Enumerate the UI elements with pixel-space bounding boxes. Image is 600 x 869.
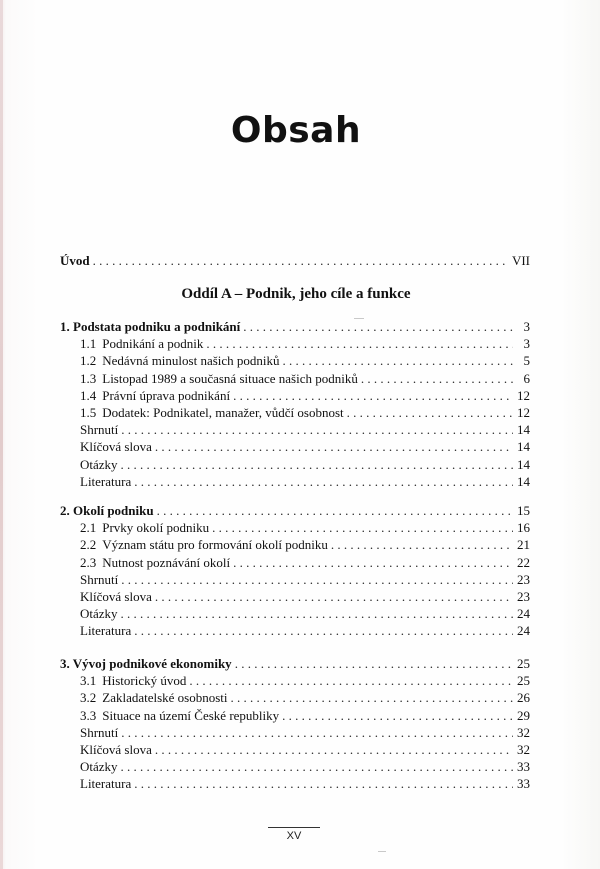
toc-item-label	[80, 588, 152, 605]
toc-item-label	[80, 473, 131, 490]
toc-item-page: 33	[517, 759, 530, 774]
dot-leader	[121, 605, 513, 622]
dot-leader	[206, 335, 513, 352]
toc-item-label	[80, 707, 279, 724]
toc-item-title: Význam státu pro formování okolí podniku	[102, 537, 328, 552]
toc-item-page: 21	[517, 537, 530, 552]
toc-item-number: 2.3	[80, 555, 97, 570]
toc-item-label	[80, 758, 118, 775]
scan-speck	[378, 851, 386, 852]
dot-leader	[134, 775, 513, 792]
dot-leader	[189, 672, 513, 689]
dot-leader	[121, 421, 513, 438]
toc-item-row	[80, 335, 530, 352]
toc-item-title: Klíčová slova	[80, 589, 152, 604]
dot-leader	[212, 519, 513, 536]
toc-item-label	[80, 352, 280, 369]
toc-item-page: 23	[517, 572, 530, 587]
toc-item-label	[80, 370, 358, 387]
toc-item-label	[80, 456, 118, 473]
toc-chapter-number: 3.	[60, 656, 70, 671]
toc-item-label	[80, 605, 118, 622]
toc-chapter-title: Okolí podniku	[73, 503, 154, 518]
toc-item-row	[80, 519, 530, 536]
toc-item-label	[80, 775, 131, 792]
toc-item-page: 23	[517, 589, 530, 604]
toc-item-number: 1.4	[80, 388, 97, 403]
toc-item-page: 14	[517, 422, 530, 437]
toc-row-intro	[60, 252, 530, 269]
dot-leader	[233, 387, 513, 404]
toc-item-title: Situace na území České republiky	[102, 708, 280, 723]
toc-item-title: Shrnutí	[80, 725, 119, 740]
toc-chapter-title: Vývoj podnikové ekonomiky	[72, 656, 232, 671]
toc-intro-page: VII	[511, 253, 530, 268]
footer-rule	[268, 827, 320, 828]
dot-leader	[231, 689, 513, 706]
toc-item-label	[80, 689, 228, 706]
toc-chapter-page: 3	[523, 319, 530, 334]
toc-item-number: 1.2	[80, 353, 97, 368]
dot-leader	[233, 554, 513, 571]
toc-item-number: 1.3	[80, 371, 97, 386]
toc-item-row	[80, 775, 530, 792]
toc-item-row	[80, 689, 530, 706]
toc-item-title: Literatura	[80, 474, 132, 489]
dot-leader	[121, 456, 513, 473]
toc-item-row	[80, 571, 530, 588]
toc-item-page: 24	[517, 606, 530, 621]
toc-item-title: Dodatek: Podnikatel, manažer, vůdčí osobnost	[102, 405, 344, 420]
toc-item-row	[80, 404, 530, 421]
dot-leader	[155, 588, 513, 605]
dot-leader	[243, 318, 513, 335]
toc-chapter-number: 2.	[60, 503, 70, 518]
toc-item-number: 1.1	[80, 336, 97, 351]
toc-item-title: Podnikání a podnik	[102, 336, 204, 351]
toc-item-page: 14	[517, 457, 530, 472]
toc-item-number: 2.1	[80, 520, 97, 535]
toc-item-number: 3.3	[80, 708, 97, 723]
toc-item-label	[80, 421, 118, 438]
toc-item-row	[80, 352, 530, 369]
toc-item-title: Prvky okolí podniku	[102, 520, 210, 535]
dot-leader	[331, 536, 513, 553]
toc-chapter-page: 15	[517, 503, 530, 518]
toc-item-title: Otázky	[80, 457, 118, 472]
toc-item-title: Nutnost poznávání okolí	[102, 555, 231, 570]
toc-item-page: 12	[517, 405, 530, 420]
toc-item-row	[80, 421, 530, 438]
dot-leader	[283, 352, 513, 369]
toc-chapter-number: 1.	[60, 319, 70, 334]
toc-item-row	[80, 741, 530, 758]
toc-item-number: 2.2	[80, 537, 97, 552]
toc-item-title: Literatura	[80, 776, 132, 791]
toc-item-label	[80, 536, 328, 553]
toc-item-page: 6	[523, 371, 530, 386]
toc-chapter-label	[60, 655, 232, 672]
toc-item-row	[80, 438, 530, 455]
toc-item-title: Listopad 1989 a současná situace našich podniků	[102, 371, 358, 386]
footer-page-number: XV	[286, 830, 302, 842]
toc-item-number: 1.5	[80, 405, 97, 420]
toc-item-row	[80, 370, 530, 387]
toc-item-label	[80, 519, 209, 536]
toc-item-row	[80, 588, 530, 605]
toc-item-number: 3.1	[80, 673, 97, 688]
toc-item-page: 26	[517, 690, 530, 705]
toc-item-label	[80, 387, 230, 404]
scan-speck	[354, 318, 364, 319]
toc-item-page: 14	[517, 474, 530, 489]
toc-item-number: 3.2	[80, 690, 97, 705]
dot-leader	[121, 758, 513, 775]
toc-item-page: 32	[517, 725, 530, 740]
toc-chapter-row	[60, 655, 530, 672]
toc-item-label	[80, 335, 203, 352]
toc-item-page: 32	[517, 742, 530, 757]
toc-item-row	[80, 707, 530, 724]
toc-item-title: Otázky	[80, 759, 118, 774]
toc-chapter-label	[60, 502, 154, 519]
toc-intro-label: Úvod	[60, 253, 90, 268]
toc-item-label	[80, 622, 131, 639]
toc-item-title: Otázky	[80, 606, 118, 621]
toc-item-row	[80, 605, 530, 622]
section-heading: Oddíl A – Podnik, jeho cíle a funkce	[181, 286, 411, 302]
toc-item-title: Zakladatelské osobnosti	[102, 690, 228, 705]
toc-item-row	[80, 622, 530, 639]
toc-item-row	[80, 758, 530, 775]
dot-leader	[121, 724, 513, 741]
dot-leader	[121, 571, 513, 588]
toc-item-page: 12	[517, 388, 530, 403]
toc-item-page: 16	[517, 520, 530, 535]
toc-chapter-row	[60, 502, 530, 519]
toc-item-title: Shrnutí	[80, 572, 119, 587]
toc-item-label	[80, 438, 152, 455]
toc-item-title: Literatura	[80, 623, 132, 638]
toc-item-row	[80, 554, 530, 571]
toc-item-page: 3	[523, 336, 530, 351]
toc-item-title: Klíčová slova	[80, 439, 152, 454]
dot-leader	[282, 707, 513, 724]
toc-item-page: 33	[517, 776, 530, 791]
dot-leader	[235, 655, 513, 672]
dot-leader	[155, 438, 513, 455]
dot-leader	[157, 502, 513, 519]
toc-item-label	[80, 672, 186, 689]
toc-item-page: 22	[517, 555, 530, 570]
toc-item-row	[80, 456, 530, 473]
toc-item-title: Nedávná minulost našich podniků	[102, 353, 280, 368]
page-title: Obsah	[230, 110, 362, 151]
toc-item-label	[80, 571, 118, 588]
dot-leader	[361, 370, 513, 387]
toc-item-title: Shrnutí	[80, 422, 119, 437]
toc-chapter-title: Podstata podniku a podnikání	[73, 319, 241, 334]
toc-item-row	[80, 387, 530, 404]
toc-item-label	[80, 741, 152, 758]
toc-chapter-row	[60, 318, 530, 335]
dot-leader	[93, 252, 509, 269]
toc-item-title: Klíčová slova	[80, 742, 152, 757]
dot-leader	[155, 741, 513, 758]
toc-chapter-label	[60, 318, 240, 335]
toc-item-page: 29	[517, 708, 530, 723]
toc-item-page: 14	[517, 439, 530, 454]
toc-item-page: 5	[523, 353, 530, 368]
dot-leader	[347, 404, 513, 421]
toc-item-title: Právní úprava podnikání	[102, 388, 231, 403]
toc-item-label	[80, 724, 118, 741]
dot-leader	[134, 622, 513, 639]
toc-item-title: Historický úvod	[102, 673, 187, 688]
toc-item-page: 24	[517, 623, 530, 638]
toc-item-row	[80, 724, 530, 741]
toc-item-label	[80, 554, 230, 571]
toc-item-row	[80, 473, 530, 490]
toc-item-row	[80, 672, 530, 689]
dot-leader	[134, 473, 513, 490]
toc-item-label	[80, 404, 344, 421]
toc-item-row	[80, 536, 530, 553]
toc-chapter-page: 25	[517, 656, 530, 671]
toc-item-page: 25	[517, 673, 530, 688]
